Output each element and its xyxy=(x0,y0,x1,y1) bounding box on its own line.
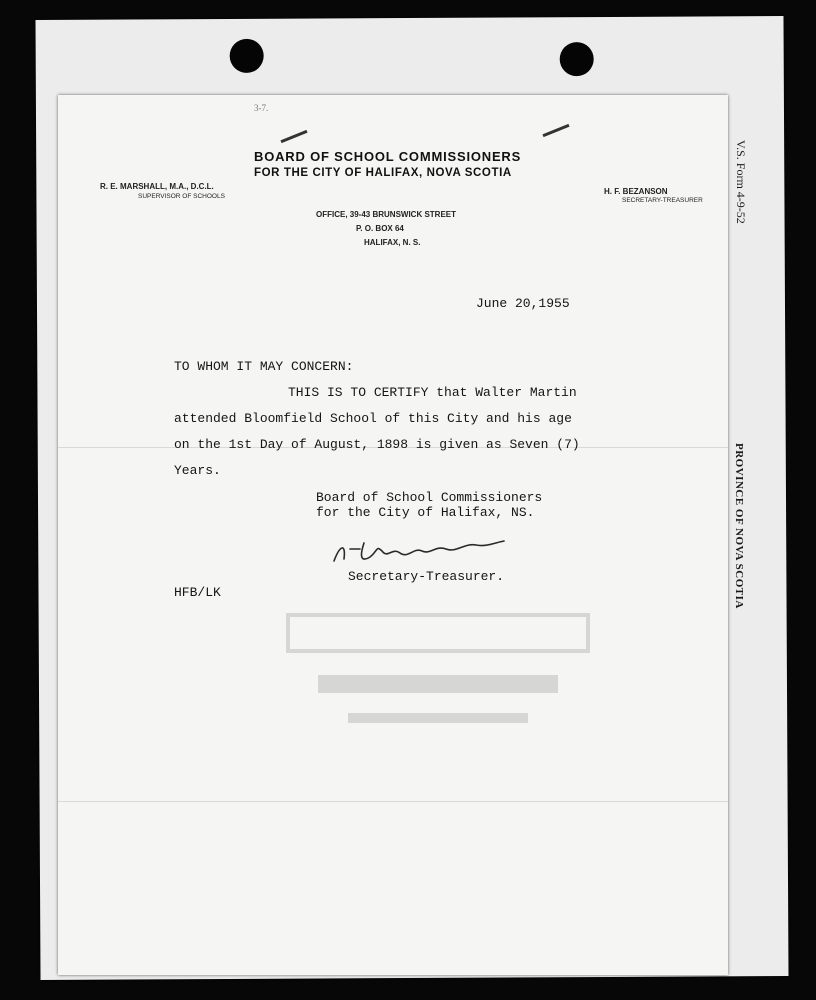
office-address: OFFICE, 39-43 BRUNSWICK STREET xyxy=(316,210,457,219)
salutation: TO WHOM IT MAY CONCERN: xyxy=(174,359,354,374)
closing-board: Board of School Commissioners xyxy=(316,490,543,505)
letter-date: June 20,1955 xyxy=(476,296,570,311)
reference-initials: HFB/LK xyxy=(174,585,221,600)
secretary-title: SECRETARY-TREASURER xyxy=(622,197,703,204)
pencil-mark xyxy=(542,124,569,137)
pencil-mark xyxy=(280,130,307,143)
body-line: on the 1st Day of August, 1898 is given as Seven (7) xyxy=(174,437,580,452)
punch-hole-right xyxy=(560,42,594,76)
handwritten-mark: 3-7. xyxy=(254,103,269,113)
po-box: P. O. BOX 64 xyxy=(356,224,404,233)
office-city: HALIFAX, N. S. xyxy=(364,238,421,247)
province-label: PROVINCE OF NOVA SCOTIA xyxy=(733,443,745,609)
form-number: V.S. Form 4-9-52 xyxy=(734,140,748,224)
fold-line xyxy=(58,801,728,802)
body-line: THIS IS TO CERTIFY that Walter Martin xyxy=(288,385,577,400)
body-line: attended Bloomfield School of this City and his age xyxy=(174,411,572,426)
signatory-title: Secretary-Treasurer. xyxy=(348,569,505,584)
supervisor-title: SUPERVISOR OF SCHOOLS xyxy=(138,193,225,200)
punch-hole-left xyxy=(230,39,264,73)
bleed-through-stamp xyxy=(258,595,618,755)
signature xyxy=(330,535,510,569)
letter-page xyxy=(58,95,728,975)
closing-city: for the City of Halifax, NS. xyxy=(316,505,535,520)
letterhead-board-name: BOARD OF SCHOOL COMMISSIONERS xyxy=(254,149,522,164)
secretary-name: H. F. BEZANSON xyxy=(604,187,668,196)
supervisor-name: R. E. MARSHALL, M.A., D.C.L. xyxy=(100,182,214,191)
body-line: Years. xyxy=(174,463,221,478)
letterhead-board-city: FOR THE CITY OF HALIFAX, NOVA SCOTIA xyxy=(254,167,512,179)
